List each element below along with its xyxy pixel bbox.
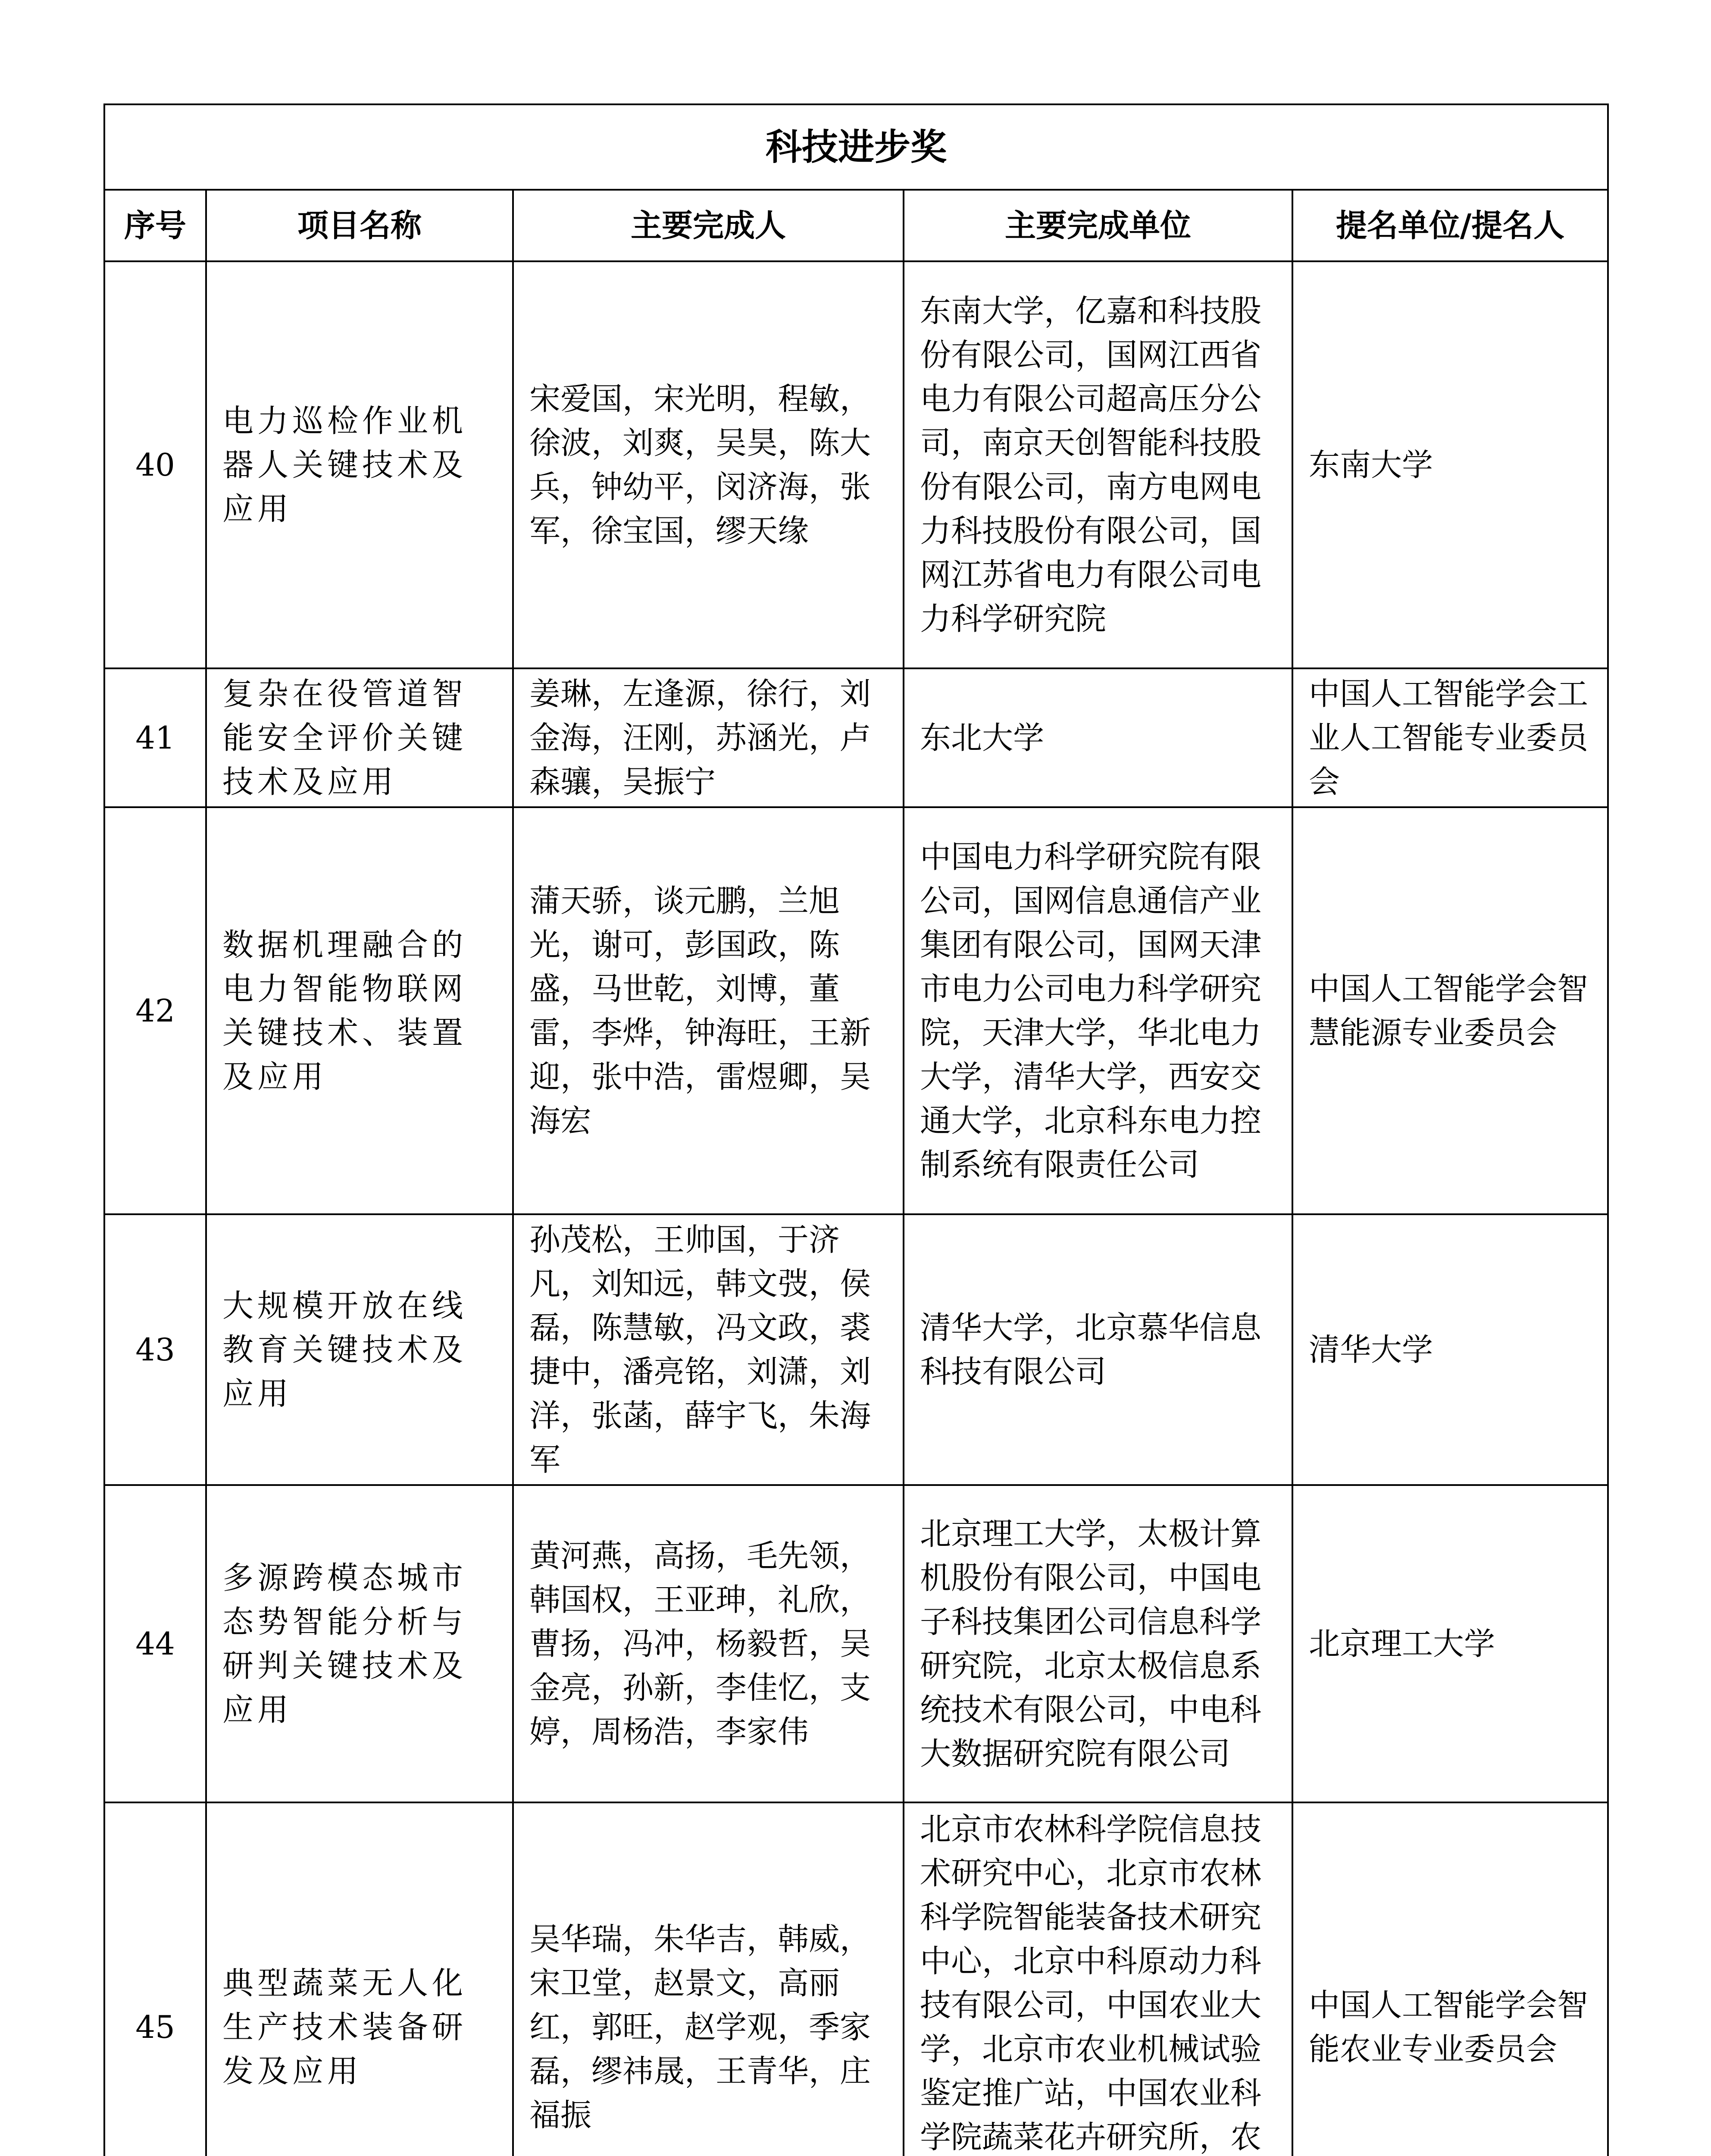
- header-main-persons: 主要完成人: [513, 190, 904, 261]
- row-main-units: 东南大学，亿嘉和科技股份有限公司，国网江西省电力有限公司超高压分公司，南京天创智能科技股份有限公司，南方电网电力科技股份有限公司，国网江苏省电力有限公司电力科学研究院: [904, 261, 1292, 668]
- row-seq: 42: [104, 807, 206, 1214]
- row-nominator: 清华大学: [1292, 1214, 1608, 1485]
- row-main-persons: 蒲天骄，谈元鹏，兰旭光，谢可，彭国政，陈盛，马世乾，刘博，董雷，李烨，钟海旺，王新迎，张中浩，雷煜卿，吴海宏: [513, 807, 904, 1214]
- table-row: [104, 1802, 1608, 2156]
- row-main-units: 北京市农林科学院信息技术研究中心，北京市农林科学院智能装备技术研究中心，北京中科原动力科技有限公司，中国农业大学，北京市农业机械试验鉴定推广站，中国农业科学院蔬菜花卉研究所，农: [904, 1802, 1292, 2156]
- row-project-name: 多源跨模态城市态势智能分析与研判关键技术及应用: [206, 1485, 513, 1802]
- row-seq: 40: [104, 261, 206, 668]
- table-row: [104, 668, 1608, 807]
- title-row: [104, 104, 1608, 190]
- row-main-persons: 黄河燕，高扬，毛先领，韩国权，王亚珅，礼欣，曹扬，冯冲，杨毅哲，吴金亮，孙新，李佳忆，支婷，周杨浩，李家伟: [513, 1485, 904, 1802]
- row-seq: 41: [104, 668, 206, 807]
- table-row: [104, 1485, 1608, 1802]
- row-project-name: 复杂在役管道智能安全评价关键技术及应用: [206, 668, 513, 807]
- row-main-units: 北京理工大学，太极计算机股份有限公司，中国电子科技集团公司信息科学研究院，北京太极信息系统技术有限公司，中电科大数据研究院有限公司: [904, 1485, 1292, 1802]
- award-table: [103, 103, 1609, 2156]
- row-seq: 45: [104, 1802, 206, 2156]
- row-main-units: 东北大学: [904, 668, 1292, 807]
- header-main-units: 主要完成单位: [904, 190, 1292, 261]
- table-row: [104, 807, 1608, 1214]
- row-seq: 44: [104, 1485, 206, 1802]
- header-project-name: 项目名称: [206, 190, 513, 261]
- row-project-name: 典型蔬菜无人化生产技术装备研发及应用: [206, 1802, 513, 2156]
- row-nominator: 中国人工智能学会智慧能源专业委员会: [1292, 807, 1608, 1214]
- table-title: 科技进步奖: [104, 104, 1608, 190]
- row-project-name: 电力巡检作业机器人关键技术及应用: [206, 261, 513, 668]
- row-main-persons: 孙茂松，王帅国，于济凡，刘知远，韩文弢，侯磊，陈慧敏，冯文政，裘捷中，潘亮铭，刘潇，刘洋，张菡，薛宇飞，朱海军: [513, 1214, 904, 1485]
- row-main-persons: 宋爱国，宋光明，程敏，徐波，刘爽，吴昊，陈大兵，钟幼平，闵济海，张军，徐宝国，缪天缘: [513, 261, 904, 668]
- header-row: [104, 190, 1608, 261]
- row-main-units: 清华大学，北京慕华信息科技有限公司: [904, 1214, 1292, 1485]
- row-project-name: 大规模开放在线教育关键技术及应用: [206, 1214, 513, 1485]
- row-main-persons: 吴华瑞，朱华吉，韩威，宋卫堂，赵景文，高丽红，郭旺，赵学观，季家磊，缪祎晟，王青华，庄福振: [513, 1802, 904, 2156]
- row-project-name: 数据机理融合的电力智能物联网关键技术、装置及应用: [206, 807, 513, 1214]
- row-nominator: 中国人工智能学会智能农业专业委员会: [1292, 1802, 1608, 2156]
- row-nominator: 东南大学: [1292, 261, 1608, 668]
- row-nominator: 北京理工大学: [1292, 1485, 1608, 1802]
- header-nominator: 提名单位/提名人: [1292, 190, 1608, 261]
- row-main-units: 中国电力科学研究院有限公司，国网信息通信产业集团有限公司，国网天津市电力公司电力科学研究院，天津大学，华北电力大学，清华大学，西安交通大学，北京科东电力控制系统有限责任公司: [904, 807, 1292, 1214]
- table-row: [104, 1214, 1608, 1485]
- row-main-persons: 姜琳，左逢源，徐行，刘金海，汪刚，苏涵光，卢森骧，吴振宁: [513, 668, 904, 807]
- header-seq: 序号: [104, 190, 206, 261]
- table-row: [104, 261, 1608, 668]
- row-seq: 43: [104, 1214, 206, 1485]
- row-nominator: 中国人工智能学会工业人工智能专业委员会: [1292, 668, 1608, 807]
